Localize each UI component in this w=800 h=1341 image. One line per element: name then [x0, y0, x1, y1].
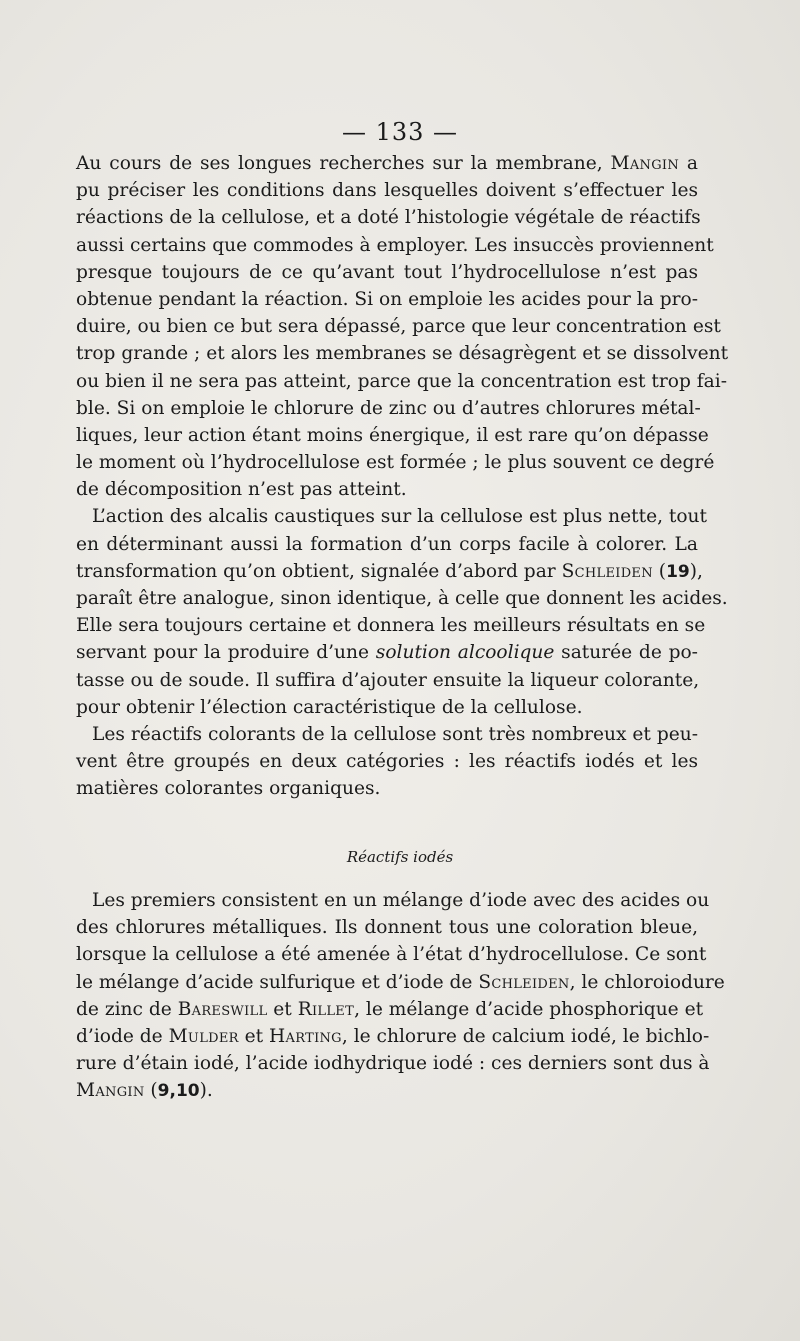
author-name: Mulder	[168, 1025, 239, 1047]
text-line: Les réactifs colorants de la cellulose sont très nombreux et peu-	[92, 723, 698, 745]
text-line: des chlorures métalliques. Ils donnent tous une coloration bleue,	[76, 917, 698, 939]
text-line: tasse ou de soude. Il suffira d’ajouter ensuite la liqueur colorante,	[76, 669, 700, 691]
text-line: le mélange d’acide sulfurique et d’iode de Schleiden, le chloroiodure	[76, 971, 725, 993]
paragraph-1	[76, 150, 729, 503]
paragraph-4	[76, 887, 725, 1105]
author-name: Mangin	[76, 1080, 145, 1102]
text-line: en déterminant aussi la formation d’un corps facile à colorer. La	[76, 533, 698, 555]
text-line: réactions de la cellulose, et a doté l’histologie végétale de réactifs	[76, 207, 701, 229]
text-line: obtenue pendant la réaction. Si on emploie les acides pour la pro-	[76, 288, 698, 310]
author-name: Rillet	[297, 998, 355, 1020]
text-line: Elle sera toujours certaine et donnera les meilleurs résultats en se	[76, 615, 706, 637]
text-line: ble. Si on emploie le chlorure de zinc ou d’autres chlorures métal-	[76, 397, 701, 419]
text-line: Mangin (9,10).	[76, 1080, 213, 1102]
text-line: ou bien il ne sera pas atteint, parce que la concentration est trop fai-	[76, 370, 727, 392]
text-block-iodine	[76, 887, 725, 1105]
text-line: rure d’étain iodé, l’acide iodhydrique iodé : ces derniers sont dus à	[76, 1053, 710, 1075]
text-line: Les premiers consistent en un mélange d’iode avec des acides ou	[92, 890, 710, 911]
paragraph-3	[76, 721, 698, 803]
page-number: — 133 —	[341, 118, 459, 146]
author-name: Bareswill	[177, 998, 268, 1020]
text-line: L’action des alcalis caustiques sur la cellulose est plus nette, tout	[92, 506, 708, 528]
paragraph-2	[76, 503, 728, 721]
text-line: paraît être analogue, sinon identique, à celle que donnent les acides.	[76, 588, 728, 609]
section-heading: Réactifs iodés	[346, 848, 454, 866]
author-name: Schleiden	[478, 971, 570, 993]
text-line: trop grande ; et alors les membranes se désagrègent et se dissolvent	[76, 343, 729, 365]
text-line: d’iode de Mulder et Harting, le chlorure de calcium iodé, le bichlo-	[76, 1025, 710, 1047]
text-line: pu préciser les conditions dans lesquelles doivent s’effectuer les	[76, 180, 698, 202]
author-name: Harting	[269, 1025, 342, 1047]
text-line: liques, leur action étant moins énergique, il est rare qu’on dépasse	[76, 424, 709, 446]
citation-ref: 9,10	[157, 1081, 200, 1102]
author-name: Mangin	[610, 153, 680, 174]
citation-ref: 19	[666, 561, 690, 582]
text-line: duire, ou bien ce but sera dépassé, parce que leur concentration est	[76, 316, 721, 338]
text-line: matières colorantes organiques.	[76, 778, 381, 800]
text-line: pour obtenir l’élection caractéristique de la cellulose.	[76, 696, 583, 718]
text-line: de décomposition n’est pas atteint.	[76, 479, 407, 501]
text-block-main	[76, 150, 729, 803]
text-line: de zinc de Bareswill et Rillet, le mélange d’acide phosphorique et	[76, 998, 704, 1020]
text-line: vent être groupés en deux catégories : les réactifs iodés et les	[76, 751, 698, 773]
text-line: aussi certains que commodes à employer. Les insuccès proviennent	[76, 234, 714, 256]
italic-term: solution alcoolique	[375, 642, 555, 664]
text-line: servant pour la produire d’une solution alcoolique saturée de po-	[76, 642, 698, 664]
text-line: Au cours de ses longues recherches sur la membrane, Mangin a	[76, 153, 698, 174]
text-line: lorsque la cellulose a été amenée à l’état d’hydrocellulose. Ce sont	[76, 944, 707, 966]
author-name: Schleiden	[561, 560, 653, 582]
text-line: transformation qu’on obtient, signalée d’abord par Schleiden (19),	[76, 560, 703, 582]
text-line: presque toujours de ce qu’avant tout l’hydrocellulose n’est pas	[76, 261, 698, 283]
text-line: le moment où l’hydrocellulose est formée ; le plus souvent ce degré	[76, 452, 715, 474]
